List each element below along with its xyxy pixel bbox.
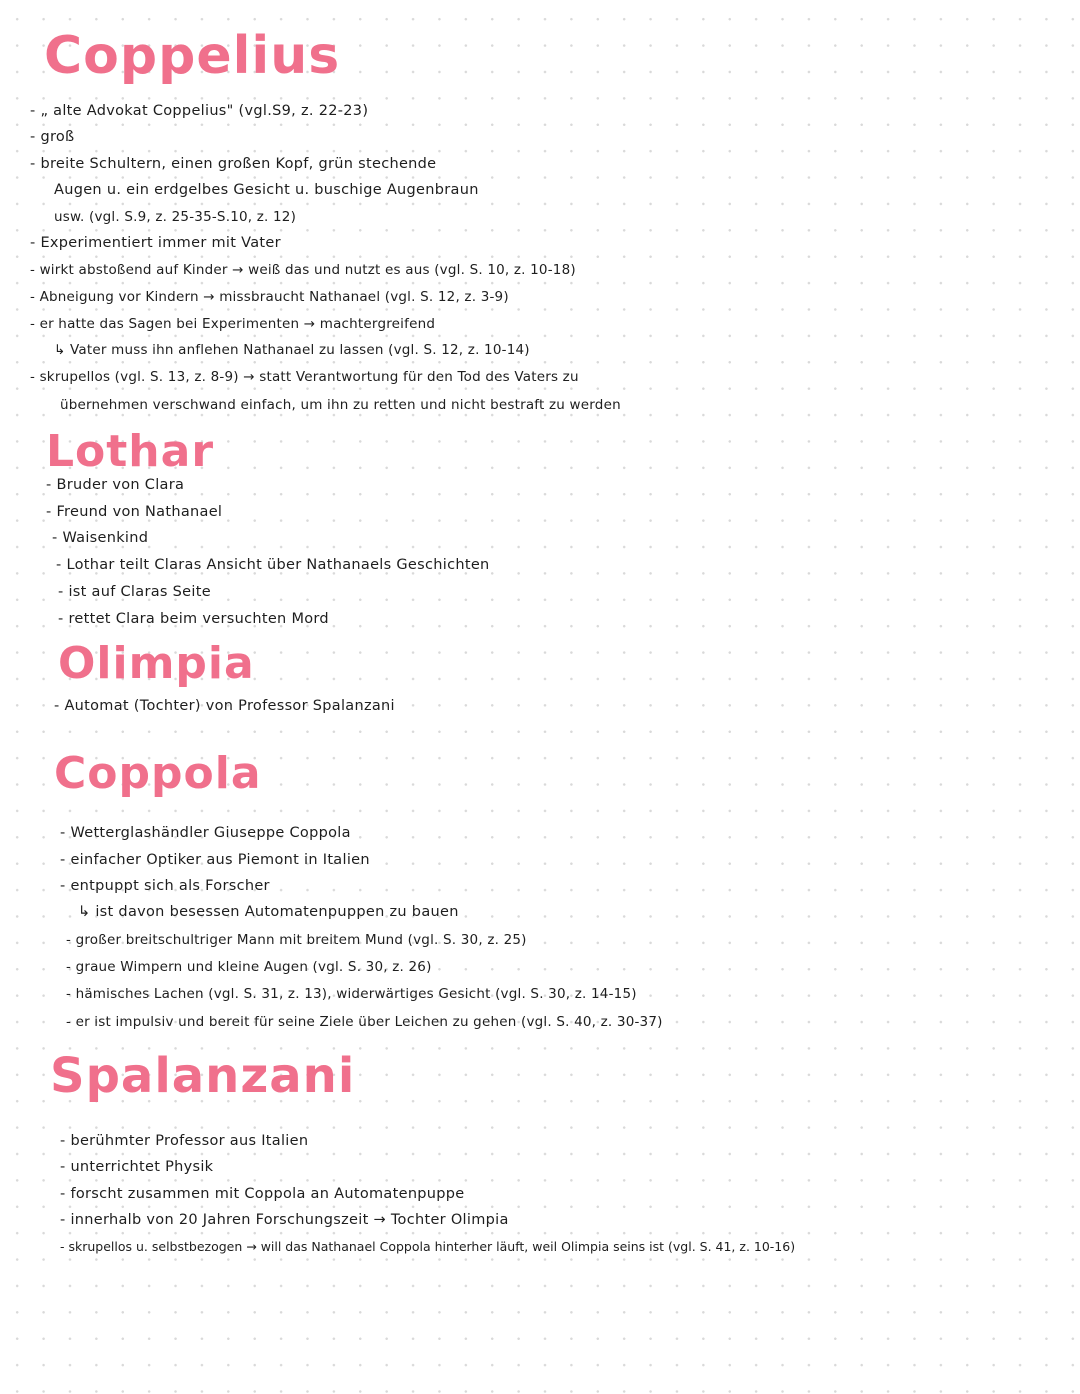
- note-line: - Automat (Tochter) von Professor Spalanzani: [54, 698, 395, 714]
- note-line: - breite Schultern, einen großen Kopf, grün stechende: [30, 156, 437, 172]
- heading-coppelius: Coppelius: [44, 26, 341, 86]
- note-line: - einfacher Optiker aus Piemont in Italien: [60, 852, 370, 868]
- note-line: - forscht zusammen mit Coppola an Automatenpuppe: [60, 1186, 465, 1202]
- note-line: übernehmen verschwand einfach, um ihn zu retten und nicht bestraft zu werden: [60, 397, 621, 413]
- note-line: - Lothar teilt Claras Ansicht über Nathanaels Geschichten: [56, 557, 490, 573]
- note-line: - graue Wimpern und kleine Augen (vgl. S. 30, z. 26): [66, 959, 432, 975]
- note-line: - er ist impulsiv und bereit für seine Ziele über Leichen zu gehen (vgl. S. 40, z. 30-37): [66, 1014, 663, 1030]
- note-line: - Waisenkind: [52, 530, 149, 546]
- note-line: usw. (vgl. S.9, z. 25-35-S.10, z. 12): [54, 209, 297, 225]
- note-line: - skrupellos u. selbstbezogen → will das Nathanael Coppola hinterher läuft, weil Olimpia seins ist (vgl. S. 41, z. 10-16): [60, 1239, 796, 1254]
- note-line: - Bruder von Clara: [46, 477, 185, 493]
- note-line: - wirkt abstoßend auf Kinder → weiß das und nutzt es aus (vgl. S. 10, z. 10-18): [30, 262, 576, 278]
- note-line: ↳ Vater muss ihn anflehen Nathanael zu lassen (vgl. S. 12, z. 10-14): [54, 342, 530, 358]
- note-line: - Freund von Nathanael: [46, 504, 223, 520]
- note-line: - groß: [30, 129, 75, 145]
- note-line: - entpuppt sich als Forscher: [60, 878, 270, 894]
- note-line: ↳ ist davon besessen Automatenpuppen zu bauen: [78, 904, 459, 920]
- note-line: - Abneigung vor Kindern → missbraucht Nathanael (vgl. S. 12, z. 3-9): [30, 289, 509, 305]
- note-line: - berühmter Professor aus Italien: [60, 1133, 309, 1149]
- note-line: - skrupellos (vgl. S. 13, z. 8-9) → statt Verantwortung für den Tod des Vaters zu: [30, 369, 579, 385]
- note-line: - unterrichtet Physik: [60, 1159, 214, 1175]
- note-line: - großer breitschultriger Mann mit breitem Mund (vgl. S. 30, z. 25): [66, 932, 527, 948]
- note-line: - Wetterglashändler Giuseppe Coppola: [60, 825, 351, 841]
- note-line: - er hatte das Sagen bei Experimenten → machtergreifend: [30, 316, 436, 332]
- heading-coppola: Coppola: [54, 748, 262, 799]
- heading-olimpia: Olimpia: [58, 638, 255, 689]
- note-line: - rettet Clara beim versuchten Mord: [58, 611, 329, 627]
- heading-spalanzani: Spalanzani: [50, 1048, 356, 1104]
- note-line: - hämisches Lachen (vgl. S. 31, z. 13), widerwärtiges Gesicht (vgl. S. 30, z. 14-15): [66, 986, 637, 1002]
- note-line: - innerhalb von 20 Jahren Forschungszeit → Tochter Olimpia: [60, 1212, 509, 1228]
- note-line: - Experimentiert immer mit Vater: [30, 235, 281, 251]
- heading-lothar: Lothar: [46, 426, 215, 477]
- note-line: - „ alte Advokat Coppelius" (vgl.S9, z. 22-23): [30, 103, 369, 119]
- note-line: Augen u. ein erdgelbes Gesicht u. buschige Augenbraun: [54, 182, 479, 198]
- note-line: - ist auf Claras Seite: [58, 584, 211, 600]
